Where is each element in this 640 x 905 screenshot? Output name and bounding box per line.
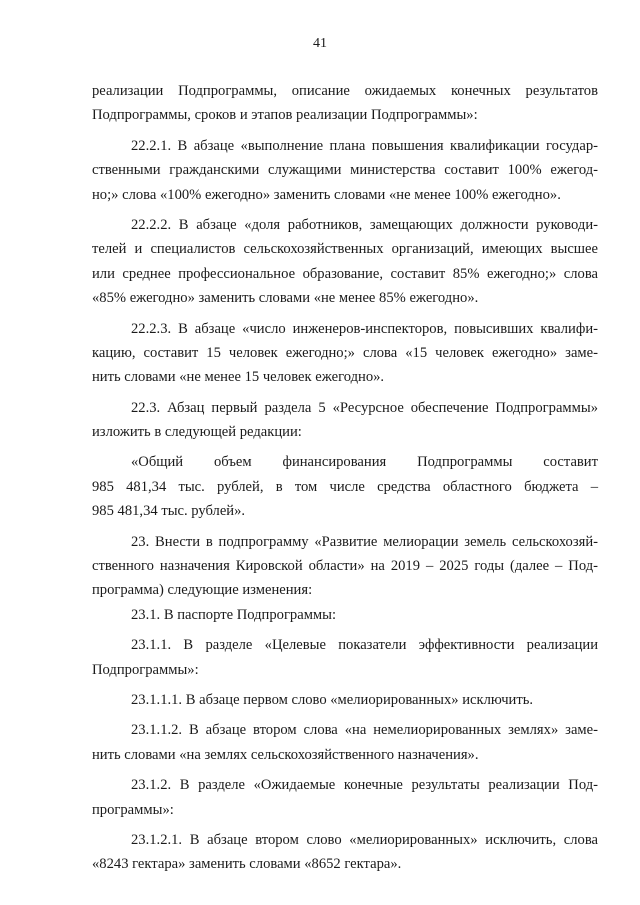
text-line: телей и специалистов сельскохозяйственных организаций, имеющих высшее	[92, 241, 598, 258]
document-body	[92, 79, 598, 877]
text-line: нить словами «не менее 15 человек ежегодно».	[92, 369, 385, 386]
text-line: ственными гражданскими служащими министерства составит 100% ежегод-	[92, 162, 598, 179]
text-line: ственного назначения Кировской области» на 2019 – 2025 годы (далее – Под-	[92, 558, 598, 575]
text-line: 23.1.1.1. В абзаце первом слово «мелиорированных» исключить.	[131, 691, 534, 708]
text-line: 22.2.3. В абзаце «число инженеров-инспекторов, повысивших квалифи-	[131, 320, 598, 337]
text-line: «85% ежегодно» заменить словами «не менее 85% ежегодно».	[92, 290, 479, 307]
text-line: «Общий объем финансирования Подпрограммы составит	[131, 454, 598, 471]
text-line: 23.1.1. В разделе «Целевые показатели эффективности реализации	[131, 637, 598, 654]
text-line: программы»:	[92, 801, 174, 818]
text-line: 985 481,34 тыс. рублей».	[92, 503, 246, 520]
text-line: кацию, составит 15 человек ежегодно;» слова «15 человек ежегодно» заме-	[92, 344, 598, 361]
text-line: 22.2.2. В абзаце «доля работников, замещающих должности руководи-	[131, 216, 598, 233]
text-line: «8243 гектара» заменить словами «8652 гектара».	[92, 856, 402, 873]
text-line: нить словами «на землях сельскохозяйственного назначения».	[92, 746, 479, 763]
text-line: 23.1. В паспорте Подпрограммы:	[131, 606, 337, 623]
text-line: реализации Подпрограммы, описание ожидаемых конечных результатов	[92, 83, 598, 99]
text-line: программа) следующие изменения:	[92, 582, 313, 599]
text-line: 23.1.2.1. В абзаце втором слово «мелиорированных» исключить, слова	[131, 831, 598, 848]
text-line: или среднее профессиональное образование, составит 85% ежегодно;» слова	[92, 265, 598, 282]
page-number: 41	[313, 36, 327, 51]
text-line: 23.1.1.2. В абзаце втором слова «на немелиорированных землях» заме-	[131, 722, 598, 739]
text-line: 22.2.1. В абзаце «выполнение плана повышения квалификации государ-	[131, 137, 598, 154]
text-line: Подпрограммы, сроков и этапов реализации Подпрограммы»:	[92, 107, 478, 124]
text-line: изложить в следующей редакции:	[92, 424, 302, 441]
text-line: 985 481,34 тыс. рублей, в том числе средства областного бюджета –	[92, 478, 598, 495]
text-line: 23.1.2. В разделе «Ожидаемые конечные результаты реализации Под-	[131, 777, 598, 794]
text-line: 23. Внести в подпрограмму «Развитие мелиорации земель сельскохозяй-	[131, 533, 598, 550]
text-line: но;» слова «100% ежегодно» заменить словами «не менее 100% ежегодно».	[92, 186, 561, 203]
text-line: 22.3. Абзац первый раздела 5 «Ресурсное обеспечение Подпрограммы»	[131, 399, 598, 416]
text-line: Подпрограммы»:	[92, 661, 199, 678]
